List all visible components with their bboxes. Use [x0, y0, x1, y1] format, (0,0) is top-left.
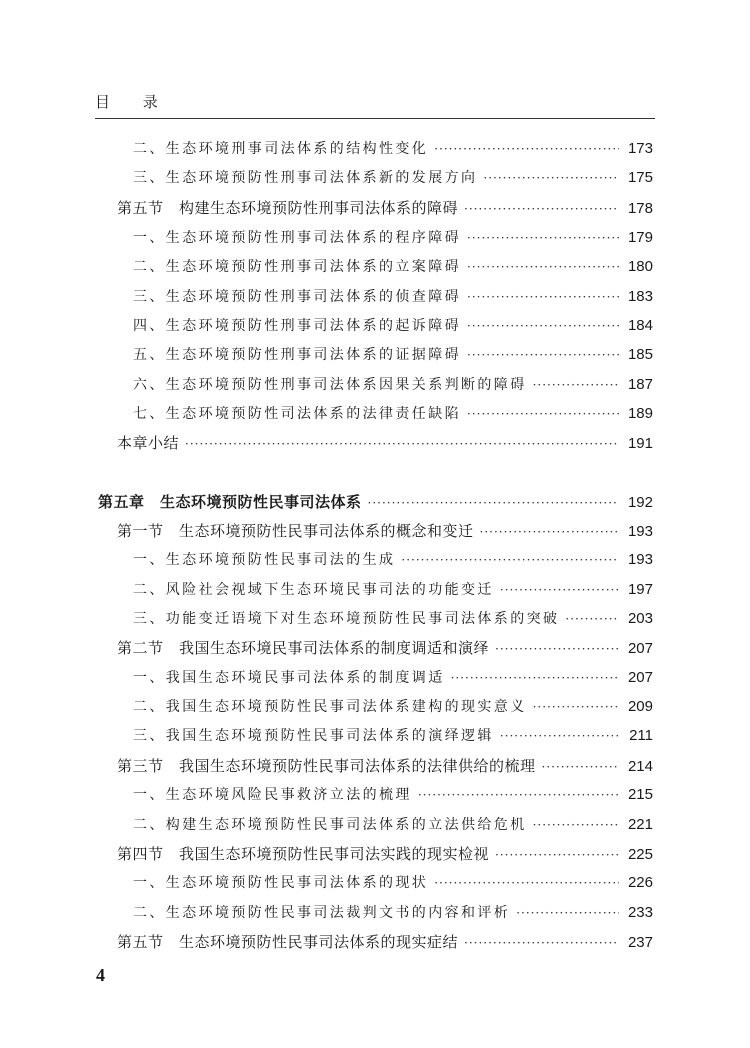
toc-entry[interactable]: [133, 166, 653, 190]
toc-entry-page: 189: [627, 405, 653, 422]
dot-leader: [467, 285, 619, 309]
toc-entry[interactable]: [133, 607, 653, 631]
toc-entry[interactable]: [133, 226, 653, 250]
dot-leader: [464, 197, 619, 221]
toc-section-title: 第五节 构建生态环境预防性刑事司法体系的障碍: [117, 199, 459, 217]
toc-entry-page: 187: [627, 376, 653, 393]
dot-leader: [565, 607, 619, 631]
toc-section-title: 第五节 生态环境预防性民事司法体系的现实症结: [117, 933, 459, 951]
header-divider: [95, 118, 655, 119]
toc-section-page: 214: [627, 758, 653, 775]
toc-entry[interactable]: [133, 255, 653, 279]
toc-entry-title: 三、我国生态环境预防性民事司法体系的演绎逻辑: [133, 728, 494, 744]
dot-leader: [495, 637, 619, 661]
dot-leader: [418, 783, 619, 807]
toc-entry-title: 二、生态环境刑事司法体系的结构性变化: [133, 141, 429, 157]
toc-entry[interactable]: [133, 373, 653, 397]
toc-entry-title: 一、生态环境风险民事救济立法的梳理: [133, 787, 412, 803]
toc-entry-page: 197: [627, 581, 653, 598]
toc-entry-page: 209: [627, 698, 653, 715]
toc-entry-page: 203: [627, 610, 653, 627]
toc-entry-title: 三、生态环境预防性刑事司法体系的侦查障碍: [133, 289, 461, 305]
running-header: 目 录: [95, 93, 172, 111]
toc-entry-title: 七、生态环境预防性司法体系的法律责任缺陷: [133, 406, 461, 422]
toc-entry-page: 215: [627, 786, 653, 803]
toc-entry[interactable]: [133, 548, 653, 572]
toc-section[interactable]: [117, 754, 653, 778]
dot-leader: [495, 843, 619, 867]
toc-entry[interactable]: [133, 695, 653, 719]
toc-chapter-title: 第五章 生态环境预防性民事司法体系: [98, 493, 362, 511]
dot-leader: [185, 432, 619, 456]
toc-chapter-page: 192: [627, 494, 653, 511]
toc-entry-title: 一、我国生态环境民事司法体系的制度调适: [133, 670, 445, 686]
toc-entry[interactable]: [133, 314, 653, 338]
toc-entry[interactable]: [133, 578, 653, 602]
toc-entry-page: 233: [627, 904, 653, 921]
dot-leader: [533, 373, 619, 397]
dot-leader: [401, 548, 619, 572]
dot-leader: [516, 901, 619, 925]
dot-leader: [500, 724, 619, 748]
toc-entry[interactable]: [133, 285, 653, 309]
toc-entry-title: 二、构建生态环境预防性民事司法体系的立法供给危机: [133, 817, 527, 833]
toc-summary-page: 191: [627, 435, 653, 452]
toc-entry-page: 175: [627, 169, 653, 186]
dot-leader: [500, 578, 619, 602]
toc-chapter[interactable]: [98, 490, 653, 514]
page-number: 4: [96, 965, 105, 985]
toc-entry-page: 173: [627, 140, 653, 157]
toc-section[interactable]: [117, 636, 653, 660]
toc-section[interactable]: [117, 842, 653, 866]
toc-summary-title: 本章小结: [117, 434, 180, 452]
toc-section-page: 193: [627, 523, 653, 540]
toc-entry-title: 二、生态环境预防性民事司法裁判文书的内容和评析: [133, 905, 511, 921]
toc-entry-title: 三、生态环境预防性刑事司法体系新的发展方向: [133, 170, 478, 186]
toc-entry-page: 207: [627, 669, 653, 686]
toc-entry-page: 185: [627, 346, 653, 363]
toc-entry-page: 180: [627, 258, 653, 275]
dot-leader: [368, 491, 619, 515]
dot-leader: [467, 226, 619, 250]
dot-leader: [434, 137, 619, 161]
toc-section-page: 178: [627, 200, 653, 217]
toc-entry-page: 184: [627, 317, 653, 334]
toc-entry-title: 一、生态环境预防性民事司法的生成: [133, 552, 396, 568]
dot-leader: [483, 166, 619, 190]
toc-entry[interactable]: [133, 813, 653, 837]
toc-entry-page: 193: [627, 551, 653, 568]
toc-entry-title: 六、生态环境预防性刑事司法体系因果关系判断的障碍: [133, 377, 527, 393]
toc-entry-page: 221: [627, 816, 653, 833]
dot-leader: [467, 314, 619, 338]
toc-entry-page: 179: [627, 229, 653, 246]
toc-section-title: 第三节 我国生态环境预防性民事司法体系的法律供给的梳理: [117, 757, 536, 775]
dot-leader: [467, 255, 619, 279]
toc-entry-title: 三、功能变迁语境下对生态环境预防性民事司法体系的突破: [133, 611, 560, 627]
dot-leader: [533, 813, 619, 837]
toc-entry[interactable]: [133, 137, 653, 161]
toc-summary[interactable]: [117, 431, 653, 455]
toc-section[interactable]: [117, 519, 653, 543]
toc-entry[interactable]: [133, 783, 653, 807]
toc-entry-title: 一、生态环境预防性民事司法体系的现状: [133, 875, 429, 891]
toc-section-page: 225: [627, 846, 653, 863]
dot-leader: [480, 520, 619, 544]
toc-entry[interactable]: [133, 402, 653, 426]
toc-entry[interactable]: [133, 871, 653, 895]
toc-entry[interactable]: [133, 724, 653, 748]
dot-leader: [533, 695, 619, 719]
dot-leader: [542, 755, 619, 779]
toc-entry[interactable]: [133, 901, 653, 925]
toc-entry-page: 226: [627, 874, 653, 891]
dot-leader: [464, 931, 619, 955]
toc-section-title: 第一节 生态环境预防性民事司法体系的概念和变迁: [117, 522, 474, 540]
toc-entry-title: 二、生态环境预防性刑事司法体系的立案障碍: [133, 259, 461, 275]
toc-entry[interactable]: [133, 343, 653, 367]
toc-section[interactable]: [117, 196, 653, 220]
toc-entry[interactable]: [133, 666, 653, 690]
dot-leader: [451, 666, 619, 690]
dot-leader: [434, 871, 619, 895]
toc-section-title: 第二节 我国生态环境民事司法体系的制度调适和演绎: [117, 639, 490, 657]
toc-entry-title: 二、风险社会视域下生态环境民事司法的功能变迁: [133, 582, 494, 598]
toc-section-page: 207: [627, 640, 653, 657]
dot-leader: [467, 402, 619, 426]
toc-entry-page: 183: [627, 288, 653, 305]
toc-entry-title: 一、生态环境预防性刑事司法体系的程序障碍: [133, 230, 461, 246]
toc-entry-page: 211: [629, 727, 653, 744]
toc-section-page: 237: [627, 934, 653, 951]
toc-section-title: 第四节 我国生态环境预防性民事司法实践的现实检视: [117, 845, 490, 863]
toc-entry-title: 五、生态环境预防性刑事司法体系的证据障碍: [133, 347, 461, 363]
toc-entry-title: 四、生态环境预防性刑事司法体系的起诉障碍: [133, 318, 461, 334]
dot-leader: [467, 343, 619, 367]
toc-section[interactable]: [117, 930, 653, 954]
toc-entry-title: 二、我国生态环境预防性民事司法体系建构的现实意义: [133, 699, 527, 715]
